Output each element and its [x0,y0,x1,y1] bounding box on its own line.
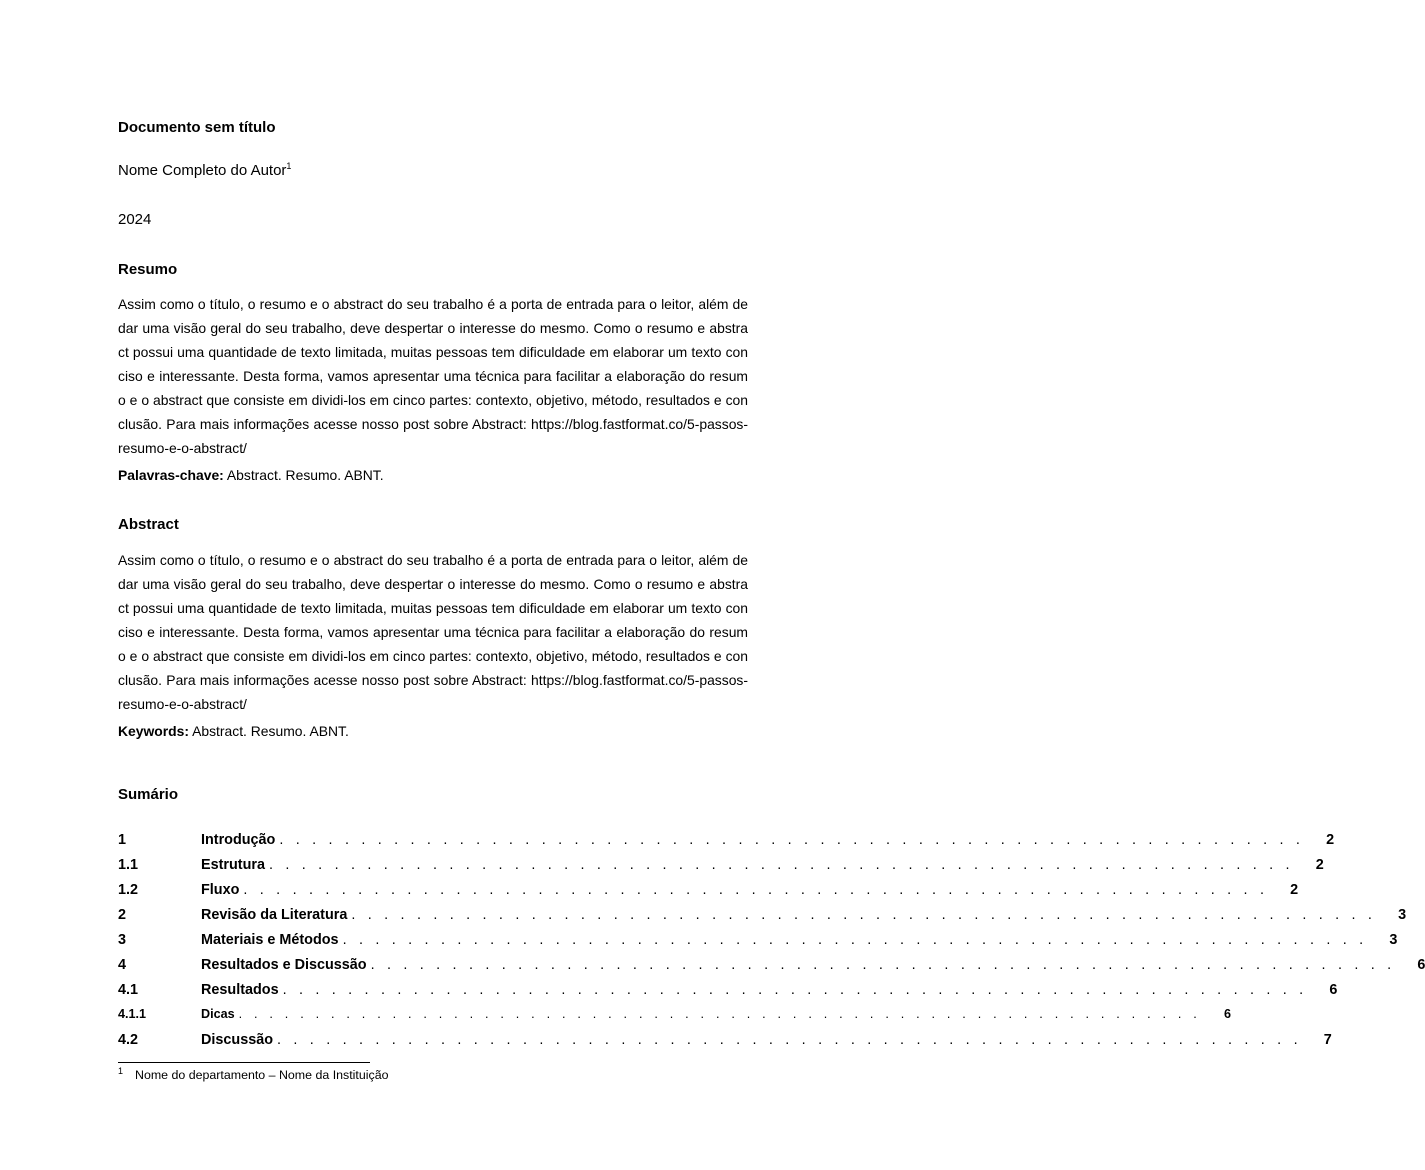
author-name-text: Nome Completo do Autor [118,162,287,179]
toc-leader-dots: . . . . . . . . . . . . . . . . . . . . . . . . . . . . . . . . . . . . . . . . . . . . . . . . . . . . . . . . . . . . . . . [277,1032,1302,1048]
abstract-keywords-value: Abstract. Resumo. ABNT. [192,723,349,739]
author-name [118,162,291,179]
document-title: Documento sem título [118,119,276,136]
author-footnote-mark[interactable]: 1 [286,161,292,171]
toc-entry-number: 3 [118,932,127,948]
toc-entry[interactable] [118,832,1335,857]
toc-leader-dots: . . . . . . . . . . . . . . . . . . . . . . . . . . . . . . . . . . . . . . . . . . . . . . . . . . . . . . . . . . . . . . . [351,907,1377,923]
toc-entry-label: Revisão da Literatura [201,907,348,923]
toc-entry-page: 6 [1223,1007,1231,1021]
table-of-contents [118,832,1425,1057]
toc-entry-page: 3 [1389,932,1398,948]
toc-entry[interactable] [118,857,1324,882]
toc-leader-dots: . . . . . . . . . . . . . . . . . . . . . . . . . . . . . . . . . . . . . . . . . . . . . . . . . . . . . . . . . . . . . . . [279,832,1305,848]
toc-entry[interactable] [118,907,1407,932]
resumo-keywords-label: Palavras-chave: [118,467,224,483]
toc-entry-label: Discussão [201,1032,273,1048]
toc-entry-number: 2 [118,907,127,923]
sumario-heading: Sumário [118,786,179,803]
toc-entry-number: 1.1 [118,857,139,873]
toc-entry-number: 1 [118,832,127,848]
footnote-text: Nome do departamento – Nome da Instituição [135,1068,389,1083]
toc-entry-label: Introdução [201,832,276,848]
toc-entry[interactable] [118,932,1398,957]
toc-leader-dots: . . . . . . . . . . . . . . . . . . . . . . . . . . . . . . . . . . . . . . . . . . . . . . . . . . . . . . . . . . . . . . . [370,957,1396,973]
toc-entry-page: 2 [1326,832,1335,848]
abstract-heading: Abstract [118,516,179,533]
footnote-divider [118,1062,370,1063]
toc-entry-number: 1.2 [118,882,139,898]
toc-entry-label: Resultados e Discussão [201,957,367,973]
toc-entry-label: Materiais e Métodos [201,932,339,948]
toc-entry-page: 3 [1398,907,1407,923]
toc-entry-number: 4.1 [118,982,139,998]
toc-entry-page: 2 [1315,857,1324,873]
toc-leader-dots: . . . . . . . . . . . . . . . . . . . . . . . . . . . . . . . . . . . . . . . . . . . . . . . . . . . . . . . . . . . . . . . [238,1007,1201,1021]
toc-entry[interactable] [118,957,1425,982]
toc-entry-label: Estrutura [201,857,265,873]
toc-entry[interactable] [118,882,1299,907]
toc-leader-dots: . . . . . . . . . . . . . . . . . . . . . . . . . . . . . . . . . . . . . . . . . . . . . . . . . . . . . . . . . . . . . . . [268,857,1294,873]
toc-leader-dots: . . . . . . . . . . . . . . . . . . . . . . . . . . . . . . . . . . . . . . . . . . . . . . . . . . . . . . . . . . . . . . . [243,882,1269,898]
toc-entry-page: 2 [1290,882,1299,898]
resumo-keywords [118,467,384,483]
toc-entry-label: Dicas [201,1007,235,1021]
toc-leader-dots: . . . . . . . . . . . . . . . . . . . . . . . . . . . . . . . . . . . . . . . . . . . . . . . . . . . . . . . . . . . . . . . [342,932,1368,948]
toc-entry-number: 4.1.1 [118,1007,147,1021]
abstract-text: Assim como o título, o resumo e o abstract do seu trabalho é a porta de entrada para o leitor, além de dar uma visão geral do seu trabalho, deve despertar o interesse do mesmo. Como o resumo e abstract possui uma quantidade de texto limitada, muitas pessoas tem dificuldade em elaborar um texto conciso e interessante. Desta forma, vamos apresentar uma técnica para facilitar a elaboração do resumo e o abstract que consiste em dividi-los em cinco partes: contexto, objetivo, método, resultados e conclusão. Para mais informações acesse nosso post sobre Abstract: https://blog.fastformat.co/5-passos-resumo-e-o-abstract/ [118,552,748,712]
toc-entry-page: 6 [1329,982,1338,998]
toc-entry-label: Resultados [201,982,279,998]
toc-entry-page: 7 [1323,1032,1332,1048]
abstract-keywords [118,723,349,739]
resumo-heading: Resumo [118,261,178,278]
toc-entry[interactable] [118,982,1338,1007]
footnote-mark: 1 [118,1066,124,1076]
toc-entry-number: 4.2 [118,1032,139,1048]
toc-entry[interactable] [118,1007,1231,1032]
footnote [118,1066,388,1082]
resumo-text: Assim como o título, o resumo e o abstract do seu trabalho é a porta de entrada para o leitor, além de dar uma visão geral do seu trabalho, deve despertar o interesse do mesmo. Como o resumo e abstract possui uma quantidade de texto limitada, muitas pessoas tem dificuldade em elaborar um texto conciso e interessante. Desta forma, vamos apresentar uma técnica para facilitar a elaboração do resumo e o abstract que consiste em dividi-los em cinco partes: contexto, objetivo, método, resultados e conclusão. Para mais informações acesse nosso post sobre Abstract: https://blog.fastformat.co/5-passos-resumo-e-o-abstract/ [118,296,748,456]
toc-entry-number: 4 [118,957,127,973]
resumo-keywords-value: Abstract. Resumo. ABNT. [226,467,384,483]
toc-entry-page: 6 [1417,957,1425,973]
document-year: 2024 [118,211,152,228]
toc-entry-label: Fluxo [201,882,240,898]
abstract-keywords-label: Keywords: [118,723,190,739]
toc-leader-dots: . . . . . . . . . . . . . . . . . . . . . . . . . . . . . . . . . . . . . . . . . . . . . . . . . . . . . . . . . . . . . . . [282,982,1308,998]
toc-entry[interactable] [118,1032,1332,1057]
